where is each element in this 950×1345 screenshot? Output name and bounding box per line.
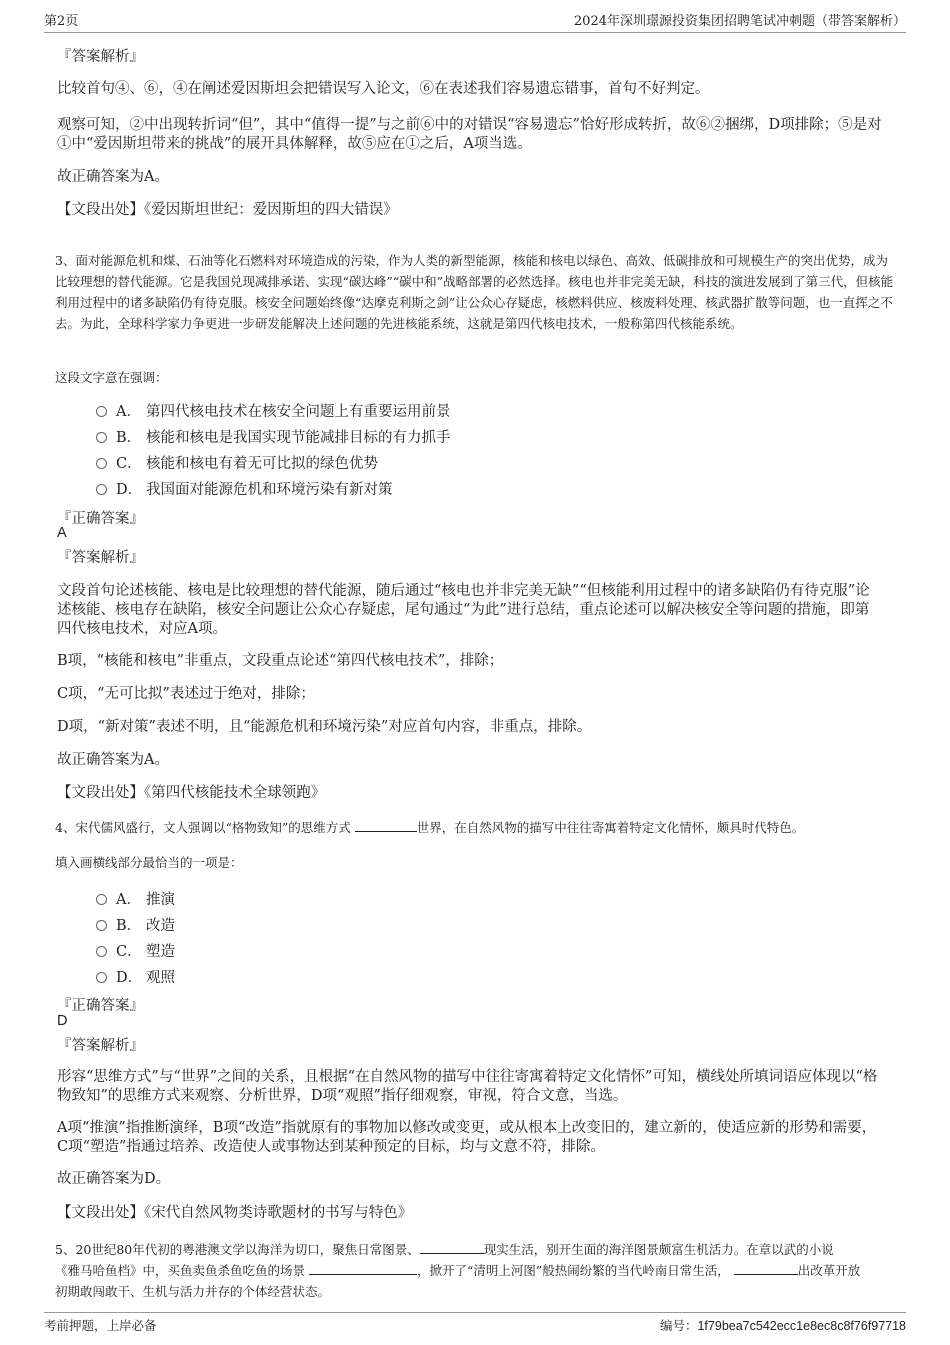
option-d[interactable] bbox=[96, 966, 175, 986]
analysis-conclusion: 故正确答案为A。 bbox=[57, 752, 169, 768]
stem-part: 5、20世纪80年代初的粤港澳文学以海洋为切口，聚焦日常图景、 bbox=[55, 1242, 420, 1257]
fill-blank bbox=[420, 1241, 484, 1254]
option-letter: C． bbox=[116, 943, 142, 960]
correct-answer-label: 『正确答案』 bbox=[57, 511, 144, 527]
radio-button[interactable] bbox=[96, 484, 107, 495]
option-a[interactable] bbox=[96, 888, 175, 908]
option-c[interactable] bbox=[96, 940, 175, 960]
question-stem bbox=[55, 1239, 900, 1302]
radio-button[interactable] bbox=[96, 920, 107, 931]
radio-button[interactable] bbox=[96, 458, 107, 469]
analysis-paragraph: B项，“核能和核电”非重点，文段重点论述“第四代核电技术”，排除； bbox=[57, 653, 504, 669]
correct-answer: D bbox=[57, 1013, 68, 1029]
analysis-paragraph: 比较首句④、⑥，④在阐述爱因斯坦会把错误写入论文，⑥在表述我们容易遗忘错事，首句不好判定。 bbox=[57, 81, 710, 97]
page-number: 第2页 bbox=[44, 14, 79, 29]
option-text: 推演 bbox=[146, 891, 175, 908]
option-b[interactable] bbox=[96, 426, 451, 446]
question-stem bbox=[55, 817, 900, 838]
option-text: 观照 bbox=[146, 969, 175, 986]
analysis-paragraph: 文段首句论述核能、核电是比较理想的替代能源，随后通过“核电也并非完美无缺”“但核能利用过程中的诸多缺陷仍有待克服”论述核能、核电存在缺陷，核安全问题让公众心存疑虑，尾句通过“为此”进行总结，重点论述可以解决核安全等问题的措施，即第四代核电技术，对应A项。 bbox=[57, 583, 870, 637]
analysis-paragraph: A项“推演”指推断演绎，B项“改造”指就原有的事物加以修改或变更，或从根本上改变旧的，建立新的，使适应新的形势和需要，C项“塑造”指通过培养、改造使人或事物达到某种预定的目标，均与文意不符，排除。 bbox=[57, 1120, 877, 1155]
analysis-label: 『答案解析』 bbox=[57, 1038, 144, 1054]
document-code: 编号：1f79bea7c542ecc1e8ec8c8f76f97718 bbox=[659, 1319, 906, 1333]
correct-answer: A bbox=[57, 525, 67, 541]
fill-blank bbox=[355, 819, 417, 832]
source-citation: 【文段出处】《宋代自然风物类诗歌题材的书写与特色》 bbox=[57, 1205, 413, 1221]
option-text: 核能和核电有着无可比拟的绿色优势 bbox=[146, 455, 378, 472]
source-citation: 【文段出处】《爱因斯坦世纪：爱因斯坦的四大错误》 bbox=[57, 202, 398, 218]
option-letter: B． bbox=[116, 917, 142, 934]
radio-button[interactable] bbox=[96, 432, 107, 443]
question-prompt: 填入画横线部分最恰当的一项是： bbox=[55, 855, 243, 870]
analysis-paragraph: C项，“无可比拟”表述过于绝对，排除； bbox=[57, 686, 315, 702]
option-text: 第四代核电技术在核安全问题上有重要运用前景 bbox=[146, 403, 451, 420]
option-text: 改造 bbox=[146, 917, 175, 934]
analysis-paragraph: D项，“新对策”表述不明，且“能源危机和环境污染”对应首句内容，非重点，排除。 bbox=[57, 719, 592, 735]
stem-part: 现实生活，别开生面的海洋图景颇富生机活力。在章以武的小说 bbox=[483, 1242, 834, 1257]
option-letter: D． bbox=[116, 481, 143, 498]
analysis-label: 『答案解析』 bbox=[57, 550, 144, 566]
option-letter: A． bbox=[116, 403, 141, 420]
radio-button[interactable] bbox=[96, 894, 107, 905]
option-text: 塑造 bbox=[146, 943, 175, 960]
option-text: 我国面对能源危机和环境污染有新对策 bbox=[146, 481, 393, 498]
stem-part: 出改革开放 bbox=[797, 1263, 861, 1278]
option-letter: B． bbox=[116, 429, 142, 446]
analysis-conclusion: 故正确答案为D。 bbox=[57, 1171, 171, 1187]
analysis-label: 『答案解析』 bbox=[57, 49, 144, 65]
option-a[interactable] bbox=[96, 400, 451, 420]
page-header bbox=[44, 10, 906, 33]
fill-blank bbox=[734, 1262, 798, 1275]
fill-blank bbox=[309, 1262, 417, 1275]
correct-answer-label: 『正确答案』 bbox=[57, 998, 144, 1014]
option-letter: C． bbox=[116, 455, 142, 472]
stem-part: ，掀开了“清明上河图”般热闹纷繁的当代岭南日常生活， bbox=[417, 1263, 730, 1278]
analysis-paragraph: 观察可知，②中出现转折词“但”，其中“值得一提”与之前⑥中的对错误“容易遗忘”恰好形成转折，故⑥②捆绑，D项排除；⑤是对①中“爱因斯坦带来的挑战”的展开具体解释，故⑤应在①之后，A项当选。 bbox=[57, 117, 882, 152]
radio-button[interactable] bbox=[96, 972, 107, 983]
stem-part: 4、宋代儒风盛行，文人强调以“格物致知”的思维方式 bbox=[55, 820, 351, 835]
question-stem: 3、面对能源危机和煤、石油等化石燃料对环境造成的污染，作为人类的新型能源，核能和核电以绿色、高效、低碳排放和可规模生产的突出优势，成为比较理想的替代能源。它是我国兑现减排承诺、实现“碳达峰”“碳中和”战略部署的必然选择。核电也并非完美无缺，科技的演进发展到了第三代，但核能利用过程中的诸多缺陷仍有待克服。核安全问题始终像“达摩克利斯之剑”让公众心存疑虑，核燃料供应、核废料处理、核武器扩散等问题，也一直挥之不去。为此，全球科学家力争更进一步研发能解决上述问题的先进核能系统，这就是第四代核电技术，一般称第四代核能系统。 bbox=[55, 253, 894, 331]
option-letter: D． bbox=[116, 969, 143, 986]
option-text: 核能和核电是我国实现节能减排目标的有力抓手 bbox=[146, 429, 451, 446]
stem-part: 《雅马哈鱼档》中，买鱼卖鱼杀鱼吃鱼的场景 bbox=[55, 1263, 306, 1278]
source-citation: 【文段出处】《第四代核能技术全球领跑》 bbox=[57, 785, 326, 801]
document-title: 2024年深圳璟源投资集团招聘笔试冲刺题（带答案解析） bbox=[573, 14, 906, 29]
radio-button[interactable] bbox=[96, 406, 107, 417]
stem-part: 初期敢闯敢干、生机与活力并存的个体经营状态。 bbox=[55, 1284, 331, 1299]
option-c[interactable] bbox=[96, 452, 378, 472]
page-footer bbox=[44, 1312, 906, 1334]
footer-slogan: 考前押题，上岸必备 bbox=[44, 1318, 157, 1333]
stem-part: 世界，在自然风物的描写中往往寄寓着特定文化情怀，颇具时代特色。 bbox=[416, 820, 805, 835]
option-b[interactable] bbox=[96, 914, 175, 934]
option-d[interactable] bbox=[96, 478, 393, 498]
question-prompt: 这段文字意在强调： bbox=[55, 370, 168, 385]
option-letter: A． bbox=[116, 891, 141, 908]
analysis-conclusion: 故正确答案为A。 bbox=[57, 169, 169, 185]
radio-button[interactable] bbox=[96, 946, 107, 957]
analysis-paragraph: 形容“思维方式”与“世界”之间的关系，且根据“在自然风物的描写中往往寄寓着特定文化情怀”可知，横线处所填词语应体现以“格物致知”的思维方式来观察、分析世界，D项“观照”指仔细观察，审视，符合文意，当选。 bbox=[57, 1069, 878, 1104]
